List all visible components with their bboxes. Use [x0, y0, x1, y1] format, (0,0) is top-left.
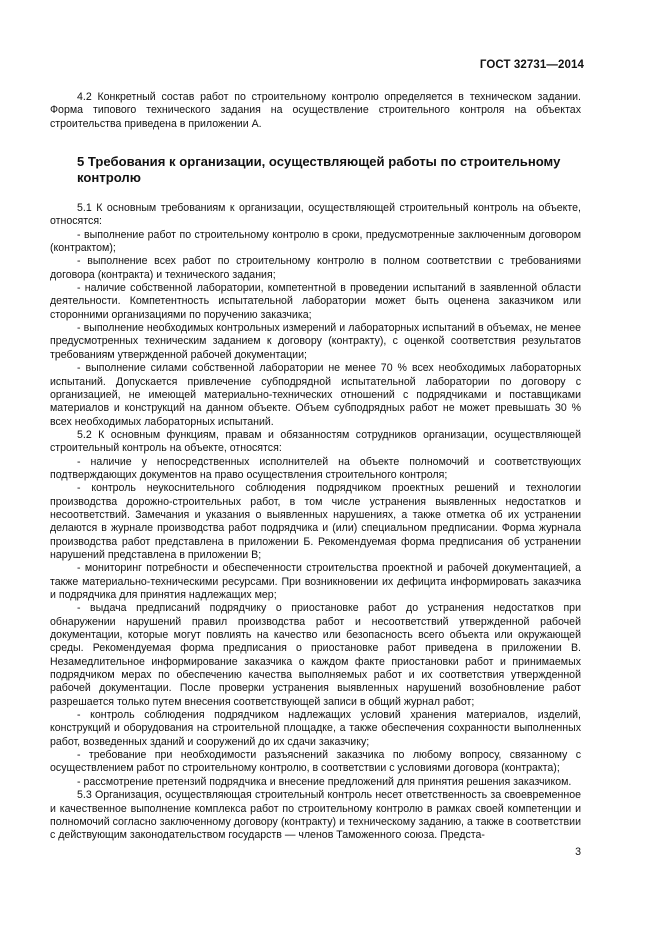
- clause-5-2-item: - контроль соблюдения подрядчиком надлежащих условий хранения материалов, изделий, конструкций и оборудования на строительной площадке, а также обеспечения сохранности выполненных работ, возведенных зданий и сооружений до их сдачи заказчику;: [50, 709, 581, 748]
- clause-5-2-item: - наличие у непосредственных исполнителей на объекте полномочий и соответствующих подтверждающих документов на право осуществления строительного контроля;: [50, 455, 581, 481]
- clause-5-2-item: - контроль неукоснительного соблюдения подрядчиком проектных решений и технологии производства дорожно-строительных работ, в том числе устранения выявленных недостатков и несоответствий. Замечания и указания о выявленных нарушениях, а также отметка об их устранении делаются в журнале производства работ подрядчика и (или) специальном предписании. Форма журнала производства работ представлена в приложении Б. Рекомендуемая форма предписания об устранении нарушений представлена в приложении В;: [50, 482, 581, 561]
- standard-code-header: ГОСТ 32731—2014: [479, 59, 584, 71]
- clause-5-2-item: - мониторинг потребности и обеспеченности строительства проектной и рабочей документацией, а также материально-техническими ресурсами. При возникновении их дефицита информировать заказчика и подрядчика для принятия надлежащих мер;: [50, 562, 581, 601]
- clause-5-1-item: - выполнение всех работ по строительному контролю в полном соответствии с требованиями договора (контракта) и технического задания;: [50, 255, 581, 281]
- clause-5-2-item: - требование при необходимости разъяснений заказчика по любому вопросу, связанному с осуществлением работ по строительному контролю, в соответствии с условиями договора (контракта);: [50, 749, 581, 775]
- document-body: [50, 91, 581, 843]
- clause-4-2: 4.2 Конкретный состав работ по строительному контролю определяется в техническом задании. Форма типового технического задания на осуществление строительного контроля на объектах строительства приведена в приложении А.: [50, 91, 581, 130]
- clause-5-3: 5.3 Организация, осуществляющая строительный контроль несет ответственность за своевременное и качественное выполнение комплекса работ по строительному контролю в рамках своей компетенции и полномочий согласно заключенному договору (контракту) и техническому заданию, а также в соответствии с действующим законодательством государств — членов Таможенного союза. Предста-: [50, 789, 581, 842]
- clause-5-1-item: - выполнение силами собственной лаборатории не менее 70 % всех необходимых лабораторных испытаний. Допускается привлечение субподрядной испытательной лаборатории по договору с организацией, не имеющей материально-технических отношений с подрядчиками и поставщиками материалов и конструкций на данном объекте. Объем субподрядных работ не может превышать 30 % всех необходимых лабораторных испытаний.: [50, 362, 581, 428]
- clause-5-2-intro: 5.2 К основным функциям, правам и обязанностям сотрудников организации, осуществляющей строительный контроль на объекте, относятся:: [50, 428, 581, 455]
- clause-5-1-item: - выполнение работ по строительному контролю в сроки, предусмотренные заключенным договором (контрактом);: [50, 228, 581, 255]
- clause-5-1-item: - наличие собственной лаборатории, компетентной в проведении испытаний в заявленной области деятельности. Компетентность испытательной лаборатории может быть оценена заказчиком или сторонними организациями по поручению заказчика;: [50, 282, 581, 321]
- page-number: 3: [575, 846, 581, 858]
- clause-5-2-item: - выдача предписаний подрядчику о приостановке работ до устранения недостатков при обнаружении нарушений правил производства работ и несоответствий утвержденной рабочей документации, которые могут повлиять на качество или безопасность всего объекта или окружающей среды. Рекомендуемая форма предписания о приостановке работ приведена в приложении В. Незамедлительное информирование заказчика о каждом факте приостановки работ и принимаемых подрядчиком мерах по обеспечению качества выполняемых работ и их соответствия утвержденной рабочей документации. После проверки устранения выявленных нарушений возобновление работ разрешается только путем внесения соответствующей записи в общий журнал работ;: [50, 602, 581, 708]
- clause-5-1-intro: 5.1 К основным требованиям к организации, осуществляющей строительный контроль на объекте, относятся:: [50, 202, 581, 228]
- section-5-title: 5 Требования к организации, осуществляющей работы по строительному контролю: [77, 154, 561, 186]
- clause-5-1-item: - выполнение необходимых контрольных измерений и лабораторных испытаний в объемах, не менее предусмотренных техническим заданием к договору (контракту), с оценкой соответствия результатов требованиям утвержденной рабочей документации;: [50, 322, 581, 361]
- clause-5-2-item: - рассмотрение претензий подрядчика и внесение предложений для принятия решения заказчиком.: [77, 775, 572, 788]
